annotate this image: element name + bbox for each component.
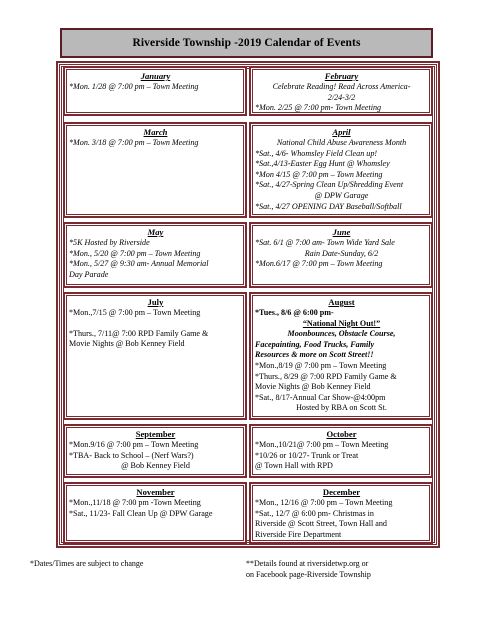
footnote-dates: *Dates/Times are subject to change <box>30 559 144 568</box>
event-line: Hosted by RBA on Scott St. <box>296 403 387 413</box>
event-line: @ Bob Kenney Field <box>121 461 190 471</box>
event-line: *Mon 4/15 @ 7:00 pm – Town Meeting <box>255 169 383 179</box>
event-line: Moonbounces, Obstacle Course, <box>287 329 396 339</box>
month-title-august: August <box>328 297 355 307</box>
month-title-september: September <box>135 429 176 439</box>
event-line: Resources & more on Scott Street!! <box>255 350 374 360</box>
event-line: *Mon.,11/18 @ 7:00 pm -Town Meeting <box>69 498 201 507</box>
event-line: *Mon.,10/21@ 7:00 pm – Town Meeting <box>255 440 389 449</box>
event-line: *Sat.,4/13-Easter Egg Hunt @ Whomsley <box>255 159 390 169</box>
event-line: *TBA- Back to School – (Nerf Wars?) <box>69 450 194 460</box>
event-line: 2/24-3/2 <box>327 92 356 102</box>
event-line: *5K Hosted by Riverside <box>69 238 150 247</box>
event-line: *Sat., 4/6- Whomsley Field Clean up! <box>255 148 378 158</box>
event-line: Movie Nights @ Bob Kenney Field <box>69 339 185 349</box>
event-line: *Mon., 5/27 @ 9:30 am- Annual Memorial <box>69 259 209 269</box>
calendar-title: Riverside Township -2019 Calendar of Events <box>132 37 361 49</box>
event-line: “National Night Out!” <box>302 318 381 328</box>
event-line: *Mon.6/17 @ 7:00 pm – Town Meeting <box>255 259 383 269</box>
month-box-april <box>249 122 433 218</box>
event-line: Movie Nights @ Bob Kenney Field <box>255 382 371 392</box>
month-box-october <box>249 424 433 478</box>
month-box-november <box>63 482 247 544</box>
event-line: Riverside @ Scott Street, Town Hall and <box>255 519 387 529</box>
event-line: Day Parade <box>69 269 109 279</box>
month-box-september <box>63 424 247 478</box>
month-box-august <box>249 292 433 420</box>
event-line: *Sat., 4/27-Spring Clean Up/Shredding Event <box>255 180 404 190</box>
month-box-december <box>249 482 433 544</box>
spacer <box>69 319 242 329</box>
event-line: *Sat., 4/27 OPENING DAY Baseball/Softball <box>255 201 402 211</box>
month-title-july: July <box>147 297 164 307</box>
event-line: *Mon. 1/28 @ 7:00 pm – Town Meeting <box>69 82 199 91</box>
footnote-details-line1: **Details found at riversidetwp.org or <box>246 559 369 568</box>
event-line: *Mon. 3/18 @ 7:00 pm – Town Meeting <box>69 138 199 147</box>
event-line: *Mon., 5/20 @ 7:00 pm – Town Meeting <box>69 248 201 258</box>
month-box-january <box>63 66 247 116</box>
footnote-details-line2: on Facebook page-Riverside Township <box>246 570 371 579</box>
month-title-october: October <box>326 429 357 439</box>
calendar-title-box <box>60 28 433 58</box>
month-title-april: April <box>332 127 351 137</box>
event-line: *Sat., 12/7 @ 6:00 pm- Christmas in <box>255 508 374 518</box>
month-title-january: January <box>140 71 171 81</box>
event-line: National Child Abuse Awareness Month <box>276 138 407 147</box>
event-line: *Sat., 11/23- Fall Clean Up @ DPW Garage <box>69 508 213 518</box>
month-title-november: November <box>136 487 175 497</box>
event-line: Celebrate Reading! Read Across America- <box>272 82 411 91</box>
month-title-december: December <box>322 487 361 497</box>
event-line: @ Town Hall with RPD <box>255 461 333 471</box>
event-line: Facepainting, Food Trucks, Family <box>255 339 375 349</box>
month-box-july <box>63 292 247 420</box>
month-box-may <box>63 222 247 288</box>
month-title-march: March <box>143 127 168 137</box>
month-title-may: May <box>147 227 164 237</box>
event-line: *Sat. 6/1 @ 7:00 am- Town Wide Yard Sale <box>255 238 395 247</box>
event-line: *Mon. 2/25 @ 7:00 pm- Town Meeting <box>255 103 382 113</box>
event-line: *Thurs., 8/29 @ 7:00 RPD Family Game & <box>255 371 397 381</box>
event-line: Rain Date-Sunday, 6/2 <box>304 248 379 258</box>
month-box-february <box>249 66 433 116</box>
event-line: *Mon., 12/16 @ 7:00 pm – Town Meeting <box>255 498 393 507</box>
month-title-june: June <box>332 227 351 237</box>
event-line: *Sat., 8/17-Annual Car Show-@4:00pm <box>255 392 386 402</box>
event-line: *Mon.,7/15 @ 7:00 pm – Town Meeting <box>69 308 201 317</box>
event-line: @ DPW Garage <box>314 190 369 200</box>
event-line: *Mon.,8/19 @ 7:00 pm – Town Meeting <box>255 360 387 370</box>
event-line: Riverside Fire Department <box>255 529 342 539</box>
event-line: *Thurs., 7/11@ 7:00 RPD Family Game & <box>69 328 209 338</box>
month-title-february: February <box>324 71 359 81</box>
event-line: *Mon.9/16 @ 7:00 pm – Town Meeting <box>69 440 199 449</box>
month-box-march <box>63 122 247 218</box>
event-line: *Tues., 8/6 @ 6:00 pm- <box>255 308 334 317</box>
month-box-june <box>249 222 433 288</box>
event-line: *10/26 or 10/27- Trunk or Treat <box>255 450 359 460</box>
